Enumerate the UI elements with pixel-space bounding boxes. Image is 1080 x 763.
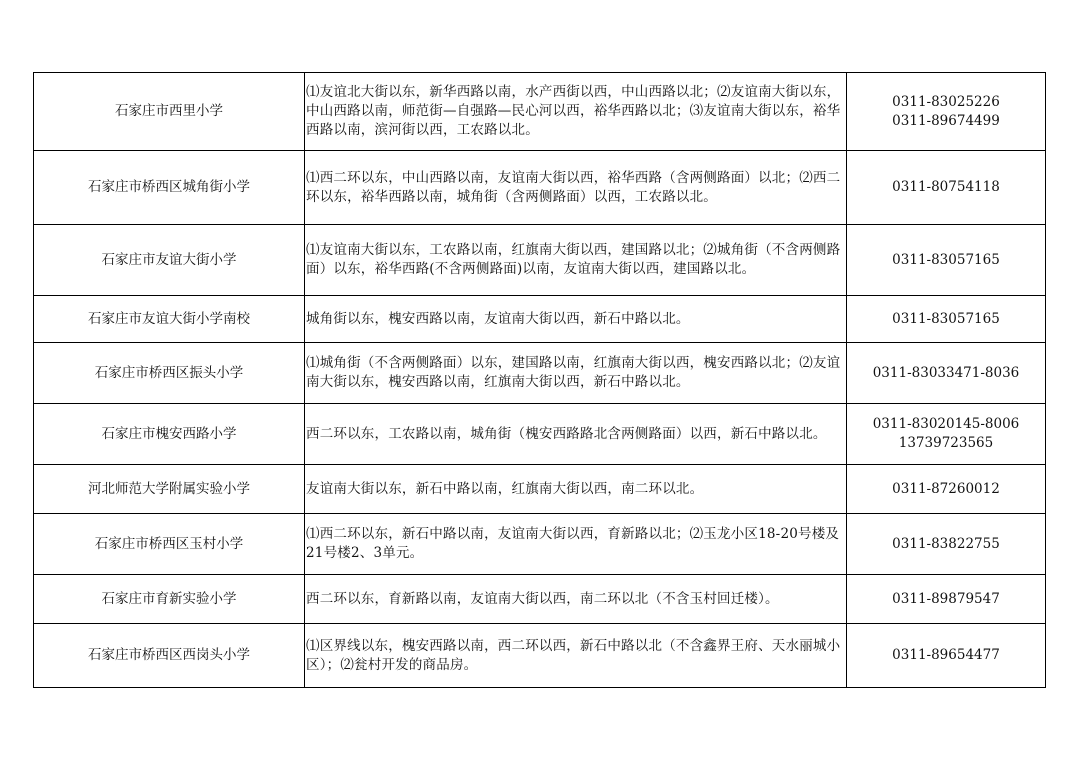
table-row [34,73,1046,151]
table-row [34,343,1046,404]
phone-cell [847,151,1046,225]
table-body [34,73,1046,688]
school-name-cell: 石家庄市育新实验小学 [34,575,305,624]
phone-number: 0311-83020145-8006 [872,416,1020,432]
phone-cell [847,624,1046,688]
school-name-cell: 石家庄市西里小学 [34,73,305,151]
enrollment-area-cell: ⑴区界线以东，槐安西路以南，西二环以西，新石中路以北（不含鑫界王府、天水丽城小区）；⑵瓮村开发的商品房。 [305,624,847,688]
phone-cell [847,225,1046,296]
school-name-cell: 石家庄市友谊大街小学 [34,225,305,296]
enrollment-area-cell: 友谊南大街以东，新石中路以南，红旗南大街以西，南二环以北。 [305,465,847,514]
phone-number: 0311-83057165 [892,251,1000,268]
table-row [34,575,1046,624]
phone-number: 0311-89879547 [892,590,1000,607]
phone-number: 0311-89674499 [892,112,1000,129]
phone-cell [847,73,1046,151]
phone-number: 0311-83033471-8036 [872,364,1020,381]
phone-cell [847,575,1046,624]
phone-cell [847,465,1046,514]
phone-number: 0311-83822755 [892,535,1000,552]
school-name-cell: 石家庄市桥西区西岗头小学 [34,624,305,688]
table-row [34,404,1046,465]
enrollment-area-cell: ⑴城角街（不含两侧路面）以东，建国路以南，红旗南大街以西，槐安西路以北；⑵友谊南大街以东，槐安西路以南，红旗南大街以西，新石中路以北。 [305,343,847,404]
enrollment-area-cell: 西二环以东，育新路以南，友谊南大街以西，南二环以北（不含玉村回迁楼）。 [305,575,847,624]
school-name-cell: 河北师范大学附属实验小学 [34,465,305,514]
enrollment-area-cell: ⑴友谊北大街以东，新华西路以南，水产西街以西，中山西路以北；⑵友谊南大街以东，中山西路以南，师范街—自强路—民心河以西，裕华西路以北；⑶友谊南大街以东，裕华西路以南，滨河街以西，工农路以北。 [305,73,847,151]
table-row [34,624,1046,688]
enrollment-area-cell: ⑴西二环以东，中山西路以南，友谊南大街以西，裕华西路（含两侧路面）以北；⑵西二环以东，裕华西路以南，城角街（含两侧路面）以西，工农路以北。 [305,151,847,225]
school-district-table [33,72,1046,688]
table-row [34,225,1046,296]
table-row [34,151,1046,225]
phone-number: 13739723565 [898,435,994,451]
enrollment-area-cell: ⑴友谊南大街以东，工农路以南，红旗南大街以西，建国路以北；⑵城角街（不含两侧路面）以东，裕华西路(不含两侧路面)以南，友谊南大街以西，建国路以北。 [305,225,847,296]
school-name-cell: 石家庄市桥西区振头小学 [34,343,305,404]
phone-number: 0311-87260012 [892,480,1000,497]
table-row [34,465,1046,514]
phone-number: 0311-89654477 [892,647,1000,663]
enrollment-area-cell: ⑴西二环以东，新石中路以南，友谊南大街以西，育新路以北；⑵玉龙小区18-20号楼及21号楼2、3单元。 [305,514,847,575]
school-name-cell: 石家庄市友谊大街小学南校 [34,296,305,343]
enrollment-area-cell: 西二环以东，工农路以南，城角街（槐安西路路北含两侧路面）以西，新石中路以北。 [305,404,847,465]
phone-number: 0311-83057165 [892,310,1000,327]
school-name-cell: 石家庄市槐安西路小学 [34,404,305,465]
table-row [34,514,1046,575]
enrollment-area-cell: 城角街以东，槐安西路以南，友谊南大街以西，新石中路以北。 [305,296,847,343]
table-row [34,296,1046,343]
school-name-cell: 石家庄市桥西区城角街小学 [34,151,305,225]
phone-cell [847,514,1046,575]
phone-cell [847,296,1046,343]
phone-cell [847,343,1046,404]
phone-number: 0311-80754118 [892,179,1000,195]
phone-cell [847,404,1046,465]
school-name-cell: 石家庄市桥西区玉村小学 [34,514,305,575]
phone-number: 0311-83025226 [892,93,1000,110]
